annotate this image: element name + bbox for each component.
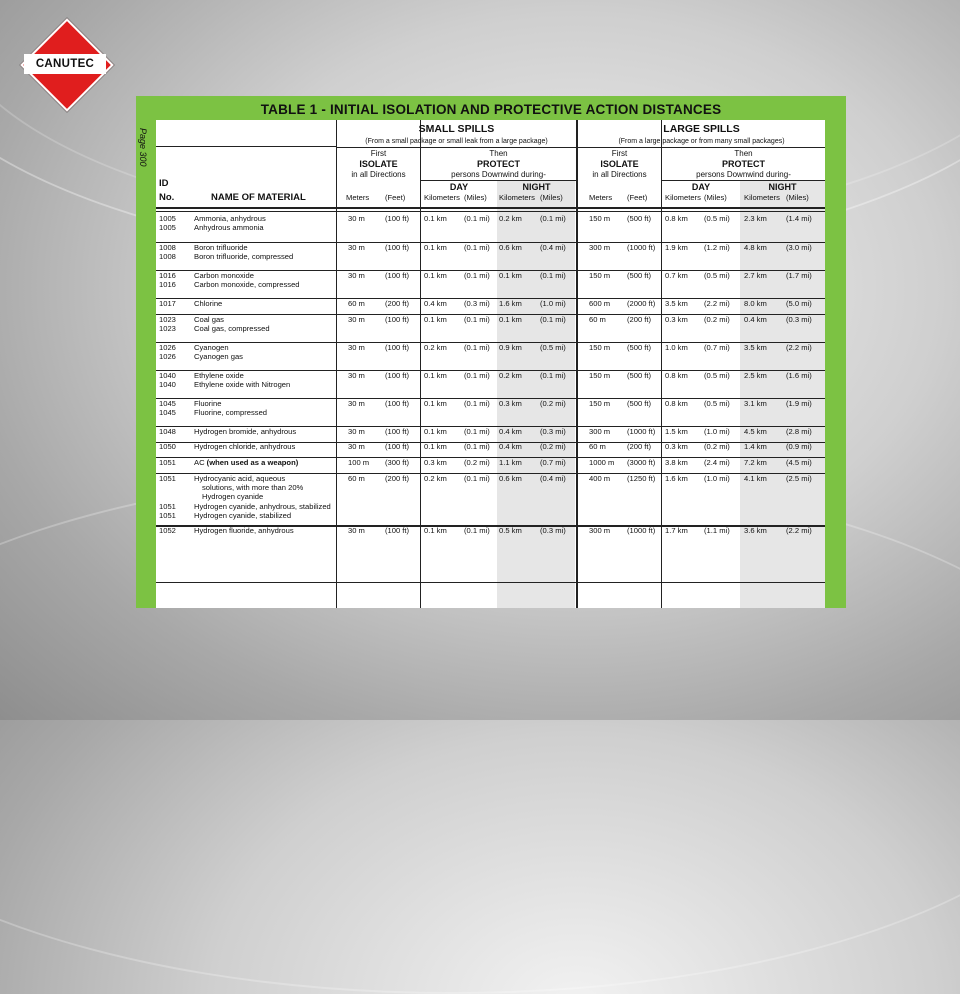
large-meters: Meters xyxy=(589,193,613,202)
material-name: Hydrogen cyanide, anhydrous, stabilized xyxy=(194,501,331,511)
large-first: First xyxy=(611,149,628,158)
table-paper xyxy=(156,120,825,608)
distance-value: (0.3 mi) xyxy=(464,299,490,308)
distance-value: 150 m xyxy=(589,214,611,223)
large-feet: (Feet) xyxy=(627,193,648,202)
material-id: 1048 xyxy=(159,427,176,436)
distance-value: (0.9 mi) xyxy=(786,442,812,451)
distance-value: (500 ft) xyxy=(627,371,652,380)
distance-value: (0.3 mi) xyxy=(540,526,566,535)
large-day-mi: (Miles) xyxy=(704,193,727,202)
distance-value: (1000 ft) xyxy=(627,243,656,252)
distance-value: (0.2 mi) xyxy=(704,442,730,451)
distance-value: 1.0 km xyxy=(665,343,688,352)
material-id: 1040 xyxy=(159,371,176,380)
distance-value: (2.2 mi) xyxy=(786,526,812,535)
distance-value: (100 ft) xyxy=(385,442,410,451)
distance-value: 60 m xyxy=(589,315,606,324)
distance-value: 4.8 km xyxy=(744,243,767,252)
distance-value: 0.1 km xyxy=(424,371,447,380)
distance-value: (4.5 mi) xyxy=(786,458,812,467)
distance-value: (0.1 mi) xyxy=(540,214,566,223)
material-name: Fluorine, compressed xyxy=(194,408,268,418)
distance-value: (0.1 mi) xyxy=(464,399,490,408)
small-day-km: Kilometers xyxy=(424,193,460,202)
distance-value: 0.2 km xyxy=(424,343,447,352)
header-rule xyxy=(662,180,825,181)
distance-value: 0.8 km xyxy=(665,214,688,223)
distance-value: (1000 ft) xyxy=(627,427,656,436)
material-name: AC (when used as a weapon) xyxy=(194,458,299,467)
material-id: 1052 xyxy=(159,526,176,535)
small-day-mi: (Miles) xyxy=(464,193,487,202)
distance-value: 0.6 km xyxy=(499,474,522,483)
distance-value: 8.0 km xyxy=(744,299,767,308)
distance-value: 30 m xyxy=(348,399,365,408)
distance-value: 30 m xyxy=(348,526,365,535)
material-name: Hydrogen cyanide, stabilized xyxy=(194,510,292,520)
distance-value: (500 ft) xyxy=(627,271,652,280)
distance-value: 0.1 km xyxy=(424,442,447,451)
small-protect: PROTECT xyxy=(476,159,520,169)
small-meters: Meters xyxy=(346,193,370,202)
material-id: 1051 xyxy=(159,501,176,511)
distance-value: 2.3 km xyxy=(744,214,767,223)
distance-value: 1.5 km xyxy=(665,427,688,436)
distance-value: 0.1 km xyxy=(499,271,522,280)
material-name: Cyanogen xyxy=(194,343,229,352)
distance-value: (500 ft) xyxy=(627,214,652,223)
distance-value: (1.7 mi) xyxy=(786,271,812,280)
material-id: 1005 xyxy=(159,214,176,223)
material-name-qualifier: (when used as a weapon) xyxy=(204,458,299,467)
distance-value: (0.2 mi) xyxy=(704,315,730,324)
distance-value: (2.4 mi) xyxy=(704,458,730,467)
distance-value: (200 ft) xyxy=(627,442,652,451)
header-bottom-rule xyxy=(156,207,825,209)
distance-value: (3.0 mi) xyxy=(786,243,812,252)
distance-value: (100 ft) xyxy=(385,315,410,324)
material-name: Anhydrous ammonia xyxy=(194,223,264,233)
distance-value: (500 ft) xyxy=(627,343,652,352)
distance-value: (0.5 mi) xyxy=(704,271,730,280)
distance-value: (0.1 mi) xyxy=(464,343,490,352)
distance-value: 1.9 km xyxy=(665,243,688,252)
large-isolate: ISOLATE xyxy=(600,159,639,169)
large-night-km: Kilometers xyxy=(744,193,780,202)
distance-value: (0.1 mi) xyxy=(540,271,566,280)
no-header: No. xyxy=(159,192,175,203)
material-name: Carbon monoxide xyxy=(194,271,254,280)
distance-value: (1000 ft) xyxy=(627,526,656,535)
distance-value: 150 m xyxy=(589,371,611,380)
distance-value: (2.2 mi) xyxy=(786,343,812,352)
logo-text: CANUTEC xyxy=(24,54,106,74)
distance-value: 4.5 km xyxy=(744,427,767,436)
header-rule xyxy=(337,147,825,148)
small-dirs: in all Directions xyxy=(351,170,406,179)
large-dirs: in all Directions xyxy=(592,170,647,179)
distance-value: (0.1 mi) xyxy=(464,474,490,483)
distance-value: (100 ft) xyxy=(385,399,410,408)
small-then: Then xyxy=(489,149,508,158)
distance-value: 0.8 km xyxy=(665,371,688,380)
material-name: Coal gas, compressed xyxy=(194,324,270,334)
distance-value: (5.0 mi) xyxy=(786,299,812,308)
distance-value: (100 ft) xyxy=(385,243,410,252)
distance-value: (1.0 mi) xyxy=(704,427,730,436)
distance-value: (0.3 mi) xyxy=(786,315,812,324)
distance-value: 3.5 km xyxy=(744,343,767,352)
distance-value: 0.4 km xyxy=(744,315,767,324)
material-name: solutions, with more than 20% xyxy=(202,483,304,493)
large-night: NIGHT xyxy=(768,182,797,192)
small-spills-title: SMALL SPILLS xyxy=(418,123,495,135)
material-name: Chlorine xyxy=(194,299,223,308)
small-night-mi: (Miles) xyxy=(540,193,563,202)
distance-value: 400 m xyxy=(589,474,611,483)
distance-value: (300 ft) xyxy=(385,458,410,467)
distance-value: 0.2 km xyxy=(499,371,522,380)
large-spills-subtitle: (From a large package or from many small packages) xyxy=(618,138,785,145)
distance-value: 1.4 km xyxy=(744,442,767,451)
distance-value: 150 m xyxy=(589,399,611,408)
distance-value: (100 ft) xyxy=(385,371,410,380)
distance-value: 2.5 km xyxy=(744,371,767,380)
canutec-logo xyxy=(22,18,110,110)
distance-value: (0.5 mi) xyxy=(540,343,566,352)
large-day: DAY xyxy=(691,182,711,192)
distance-value: (1.1 mi) xyxy=(704,526,730,535)
distance-value: (100 ft) xyxy=(385,526,410,535)
small-feet: (Feet) xyxy=(385,193,406,202)
distance-value: (2.5 mi) xyxy=(786,474,812,483)
distance-value: (100 ft) xyxy=(385,343,410,352)
distance-value: 30 m xyxy=(348,427,365,436)
material-id: 1023 xyxy=(159,315,176,324)
small-persons: persons Downwind during- xyxy=(451,170,546,179)
material-name: Cyanogen gas xyxy=(194,352,243,362)
distance-value: (0.1 mi) xyxy=(540,315,566,324)
distance-value: (200 ft) xyxy=(627,315,652,324)
large-day-km: Kilometers xyxy=(665,193,701,202)
distance-value: 60 m xyxy=(348,474,365,483)
distance-value: 0.4 km xyxy=(499,427,522,436)
material-name: Fluorine xyxy=(194,399,222,408)
distance-value: 0.2 km xyxy=(424,474,447,483)
distance-value: (100 ft) xyxy=(385,214,410,223)
distance-value: 0.1 km xyxy=(424,214,447,223)
distance-value: 300 m xyxy=(589,526,611,535)
material-name: Hydrogen chloride, anhydrous xyxy=(194,442,296,451)
distance-value: 0.8 km xyxy=(665,399,688,408)
distance-value: 30 m xyxy=(348,214,365,223)
distance-value: 0.3 km xyxy=(424,458,447,467)
distance-value: 0.1 km xyxy=(499,315,522,324)
material-id: 1026 xyxy=(159,352,176,362)
distance-value: (0.2 mi) xyxy=(540,399,566,408)
divider xyxy=(336,120,337,608)
name-header: NAME OF MATERIAL xyxy=(211,192,306,203)
large-protect: PROTECT xyxy=(721,159,765,169)
distance-value: (0.2 mi) xyxy=(464,458,490,467)
distance-value: 0.1 km xyxy=(424,271,447,280)
small-isolate: ISOLATE xyxy=(359,159,398,169)
material-name: Coal gas xyxy=(194,315,224,324)
distance-value: 30 m xyxy=(348,343,365,352)
distance-value: (2.2 mi) xyxy=(704,299,730,308)
distance-value: 0.3 km xyxy=(499,399,522,408)
table-title: TABLE 1 - INITIAL ISOLATION AND PROTECTIVE ACTION DISTANCES xyxy=(260,102,722,117)
material-id: 1040 xyxy=(159,380,176,390)
large-night-mi: (Miles) xyxy=(786,193,809,202)
distance-value: (0.1 mi) xyxy=(464,271,490,280)
row-separator xyxy=(156,582,825,583)
distance-value: (3000 ft) xyxy=(627,458,656,467)
divider xyxy=(576,120,578,608)
distance-value: 150 m xyxy=(589,271,611,280)
distance-value: 30 m xyxy=(348,271,365,280)
divider xyxy=(661,120,662,608)
distance-value: 1.6 km xyxy=(665,474,688,483)
distance-value: 300 m xyxy=(589,427,611,436)
material-name: Hydrocyanic acid, aqueous xyxy=(194,474,286,483)
distance-value: (0.7 mi) xyxy=(540,458,566,467)
distance-value: (1.0 mi) xyxy=(540,299,566,308)
material-id: 1008 xyxy=(159,252,176,262)
distance-value: (0.1 mi) xyxy=(464,442,490,451)
distance-value: 150 m xyxy=(589,343,611,352)
distance-value: (0.5 mi) xyxy=(704,399,730,408)
distance-value: 3.1 km xyxy=(744,399,767,408)
distance-value: (0.1 mi) xyxy=(540,371,566,380)
distance-value: 0.1 km xyxy=(424,399,447,408)
distance-value: 3.6 km xyxy=(744,526,767,535)
distance-value: (1.6 mi) xyxy=(786,371,812,380)
large-spills-title: LARGE SPILLS xyxy=(663,123,740,135)
material-id: 1051 xyxy=(159,510,176,520)
distance-value: (0.4 mi) xyxy=(540,474,566,483)
distance-value: 60 m xyxy=(589,442,606,451)
distance-value: 0.4 km xyxy=(424,299,447,308)
distance-value: (2000 ft) xyxy=(627,299,656,308)
distance-value: (0.5 mi) xyxy=(704,371,730,380)
material-id: 1051 xyxy=(159,474,176,483)
distance-value: 0.1 km xyxy=(424,243,447,252)
material-name: Hydrogen bromide, anhydrous xyxy=(194,427,297,436)
distance-value: 3.5 km xyxy=(665,299,688,308)
large-then: Then xyxy=(734,149,753,158)
distance-value: 0.3 km xyxy=(665,442,688,451)
small-night: NIGHT xyxy=(522,182,551,192)
distance-value: (1.9 mi) xyxy=(786,399,812,408)
distance-value: 30 m xyxy=(348,243,365,252)
small-spills-subtitle: (From a small package or small leak from a large package) xyxy=(365,138,548,145)
distance-value: (1250 ft) xyxy=(627,474,656,483)
distance-value: 4.1 km xyxy=(744,474,767,483)
distance-value: 600 m xyxy=(589,299,611,308)
distance-value: (0.4 mi) xyxy=(540,243,566,252)
page-number: Page 300 xyxy=(138,128,148,167)
large-persons: persons Downwind during- xyxy=(696,170,791,179)
distance-value: 0.1 km xyxy=(424,315,447,324)
distance-value: (1.4 mi) xyxy=(786,214,812,223)
distance-value: 60 m xyxy=(348,299,365,308)
small-day: DAY xyxy=(449,182,469,192)
distance-value: 7.2 km xyxy=(744,458,767,467)
distance-value: 0.2 km xyxy=(499,214,522,223)
distance-value: (0.5 mi) xyxy=(704,214,730,223)
distance-value: (0.1 mi) xyxy=(464,371,490,380)
table-document xyxy=(136,96,846,608)
distance-value: 1.7 km xyxy=(665,526,688,535)
distance-value: (100 ft) xyxy=(385,271,410,280)
distance-value: 1.1 km xyxy=(499,458,522,467)
distance-value: (200 ft) xyxy=(385,299,410,308)
material-id: 1023 xyxy=(159,324,176,334)
distance-value: 1000 m xyxy=(589,458,615,467)
id-header: ID xyxy=(159,178,169,189)
material-id: 1050 xyxy=(159,442,176,451)
material-id: 1051 xyxy=(159,458,176,467)
material-name: Hydrogen fluoride, anhydrous xyxy=(194,526,294,535)
distance-value: (0.7 mi) xyxy=(704,343,730,352)
distance-value: (0.1 mi) xyxy=(464,315,490,324)
material-id: 1008 xyxy=(159,243,176,252)
distance-value: (2.8 mi) xyxy=(786,427,812,436)
distance-value: 30 m xyxy=(348,371,365,380)
distance-value: (0.1 mi) xyxy=(464,526,490,535)
distance-value: (1.0 mi) xyxy=(704,474,730,483)
distance-value: (0.1 mi) xyxy=(464,243,490,252)
distance-value: 0.4 km xyxy=(499,442,522,451)
distance-value: (500 ft) xyxy=(627,399,652,408)
distance-value: 3.8 km xyxy=(665,458,688,467)
distance-value: (0.2 mi) xyxy=(540,442,566,451)
material-id: 1045 xyxy=(159,408,176,418)
material-id: 1016 xyxy=(159,280,176,290)
distance-value: 1.6 km xyxy=(499,299,522,308)
material-name: Carbon monoxide, compressed xyxy=(194,280,300,290)
divider xyxy=(420,120,421,608)
header-rule xyxy=(421,180,576,181)
material-name: Boron trifluoride, compressed xyxy=(194,252,294,262)
distance-value: 300 m xyxy=(589,243,611,252)
distance-value: 0.3 km xyxy=(665,315,688,324)
material-name: Boron trifluoride xyxy=(194,243,248,252)
material-name: Ammonia, anhydrous xyxy=(194,214,266,223)
header-rule xyxy=(156,146,336,147)
material-name: Ethylene oxide with Nitrogen xyxy=(194,380,291,390)
distance-value: 0.6 km xyxy=(499,243,522,252)
distance-value: (100 ft) xyxy=(385,427,410,436)
distance-value: (1.2 mi) xyxy=(704,243,730,252)
material-name: Ethylene oxide xyxy=(194,371,244,380)
material-id: 1016 xyxy=(159,271,176,280)
header-bottom-rule xyxy=(156,211,825,212)
distance-value: 0.1 km xyxy=(424,526,447,535)
material-id: 1005 xyxy=(159,223,176,233)
small-night-km: Kilometers xyxy=(499,193,535,202)
material-id: 1045 xyxy=(159,399,176,408)
distance-value: (200 ft) xyxy=(385,474,410,483)
distance-value: 0.1 km xyxy=(424,427,447,436)
distance-value: 30 m xyxy=(348,442,365,451)
distance-value: 0.5 km xyxy=(499,526,522,535)
material-id: 1026 xyxy=(159,343,176,352)
distance-value: 30 m xyxy=(348,315,365,324)
distance-value: 2.7 km xyxy=(744,271,767,280)
distance-value: 100 m xyxy=(348,458,370,467)
distance-value: (0.1 mi) xyxy=(464,214,490,223)
distance-value: 0.7 km xyxy=(665,271,688,280)
small-first: First xyxy=(370,149,387,158)
distance-value: 0.9 km xyxy=(499,343,522,352)
distance-value: (0.1 mi) xyxy=(464,427,490,436)
material-id: 1017 xyxy=(159,299,176,308)
material-name: Hydrogen cyanide xyxy=(202,492,264,502)
distance-value: (0.3 mi) xyxy=(540,427,566,436)
